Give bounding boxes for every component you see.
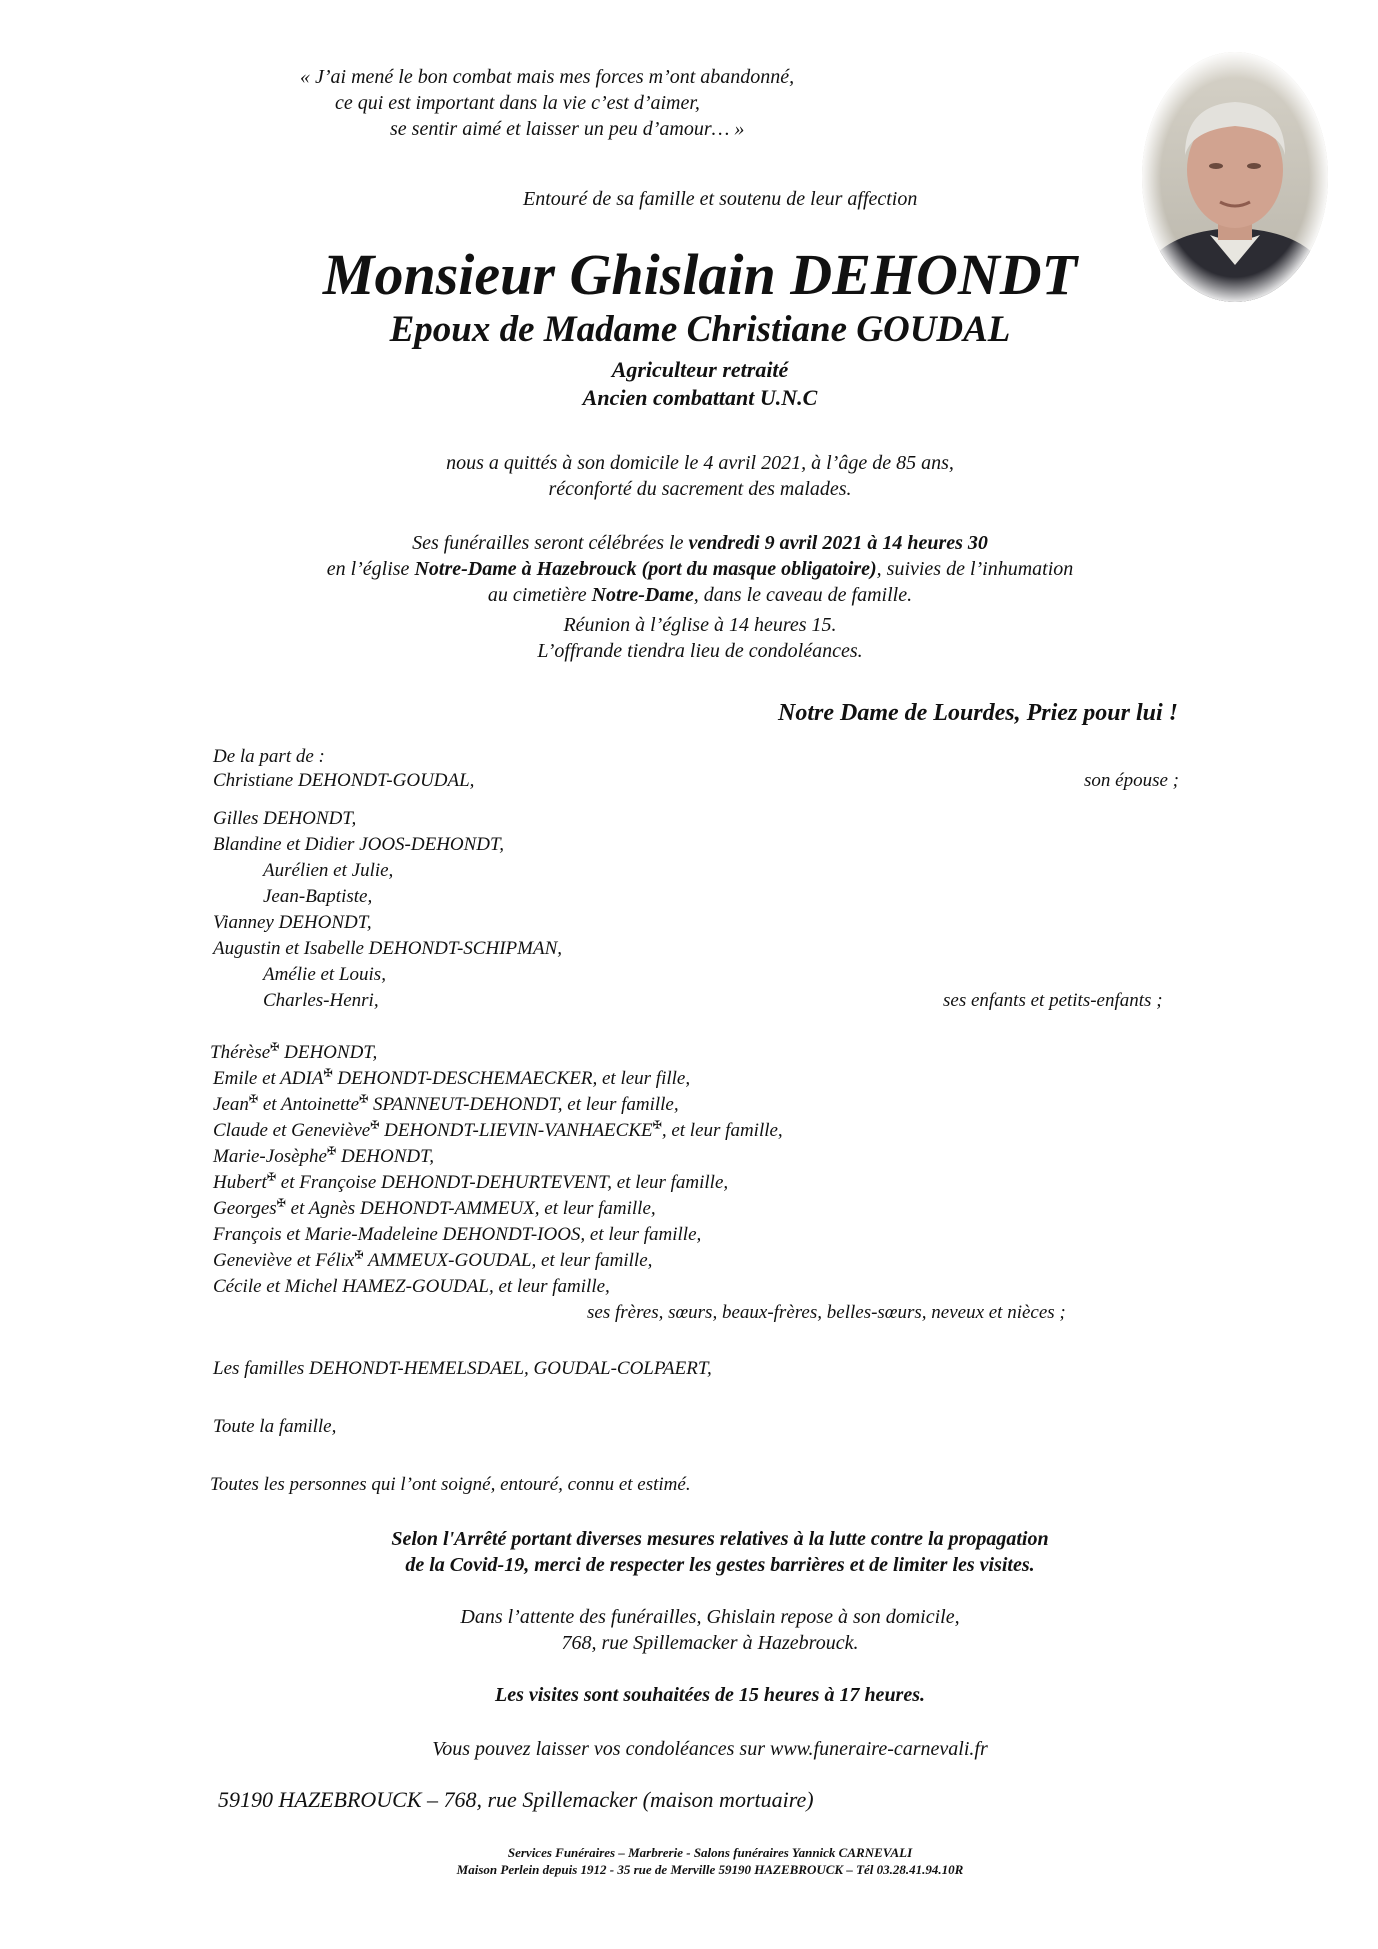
sibling-7-b: et Agnès DEHONDT-AMMEUX, et leur famille,	[285, 1198, 656, 1219]
quote-line-2: ce qui est important dans la vie c’est d’aimer,	[335, 92, 700, 114]
grandchild-1: Aurélien et Julie,	[263, 860, 394, 881]
family-spouse-role: son épouse ;	[1084, 770, 1179, 791]
all-family: Toute la famille,	[213, 1416, 337, 1437]
sibling-4-a: Claude et Geneviève	[213, 1120, 371, 1141]
condolences-line: Vous pouvez laisser vos condoléances sur www.funeraire-carnevali.fr	[432, 1738, 988, 1760]
entoure-text: Entouré de sa famille et soutenu de leur affection	[523, 188, 918, 210]
cross-icon: ✠	[359, 1093, 369, 1106]
death-line-1: nous a quittés à son domicile le 4 avril 2021, à l’âge de 85 ans,	[446, 452, 954, 474]
cross-icon: ✠	[370, 1119, 380, 1132]
sibling-1-a: Thérèse	[210, 1042, 271, 1063]
funeral-cemetery: Notre-Dame	[591, 584, 694, 606]
sibling-6-a: Hubert	[213, 1172, 267, 1193]
sibling-6	[213, 1170, 728, 1196]
sibling-10: Cécile et Michel HAMEZ-GOUDAL, et leur famille,	[213, 1276, 610, 1297]
family-intro: De la part de :	[213, 746, 325, 767]
grandchild-4: Charles-Henri,	[263, 990, 379, 1011]
funeral-date: vendredi 9 avril 2021 à 14 heures 30	[688, 532, 988, 554]
sibling-5-b: DEHONDT,	[336, 1146, 435, 1167]
sibling-3-c: SPANNEUT-DEHONDT, et leur famille,	[368, 1094, 679, 1115]
sibling-4	[213, 1118, 783, 1144]
sibling-9	[213, 1248, 652, 1274]
address-line: 59190 HAZEBROUCK – 768, rue Spillemacker (maison mortuaire)	[218, 1787, 814, 1812]
sibling-9-b: AMMEUX-GOUDAL, et leur famille,	[363, 1250, 653, 1271]
family-spouse-name: Christiane DEHONDT-GOUDAL,	[213, 770, 475, 791]
quote-line-1: « J’ai mené le bon combat mais mes forces m’ont abandonné,	[300, 66, 795, 88]
caregivers: Toutes les personnes qui l’ont soigné, entouré, connu et estimé.	[210, 1474, 691, 1495]
funeral-offrande: L’offrande tiendra lieu de condoléances.	[537, 640, 863, 662]
funeral-line-2	[250, 556, 1150, 582]
cross-icon: ✠	[248, 1093, 259, 1106]
funeral-church: Notre-Dame à Hazebrouck (port du masque obligatoire)	[414, 558, 877, 580]
child-2: Blandine et Didier JOOS-DEHONDT,	[213, 834, 504, 855]
sibling-3-a: Jean	[213, 1094, 249, 1115]
sibling-7-a: Georges	[213, 1198, 277, 1219]
sibling-8: François et Marie-Madeleine DEHONDT-IOOS, et leur famille,	[213, 1224, 702, 1245]
other-families: Les familles DEHONDT-HEMELSDAEL, GOUDAL-COLPAERT,	[213, 1358, 712, 1379]
sibling-2-a: Emile et ADIA	[213, 1068, 324, 1089]
sibling-4-c: , et leur famille,	[661, 1120, 783, 1141]
children-role: ses enfants et petits-enfants ;	[943, 990, 1163, 1011]
cross-icon: ✠	[652, 1119, 662, 1132]
sibling-6-b: et Françoise DEHONDT-DEHURTEVENT, et leur famille,	[276, 1172, 729, 1193]
funeral-line-1	[250, 530, 1150, 556]
grandchild-3: Amélie et Louis,	[263, 964, 386, 985]
sibling-2-b: DEHONDT-DESCHEMAECKER, et leur fille,	[332, 1068, 691, 1089]
sibling-5-a: Marie-Josèphe	[213, 1146, 327, 1167]
sibling-7	[213, 1196, 656, 1222]
spouse-line: Epoux de Madame Christiane GOUDAL	[389, 309, 1011, 350]
sibling-3-b: et Antoinette	[258, 1094, 360, 1115]
footer-line-2: Maison Perlein depuis 1912 - 35 rue de Merville 59190 HAZEBROUCK – Tél 03.28.41.94.10R	[456, 1862, 964, 1877]
funeral-line-2-suffix: , suivies de l’inhumation	[876, 558, 1074, 580]
rest-line-1: Dans l’attente des funérailles, Ghislain repose à son domicile,	[460, 1606, 960, 1628]
funeral-line-2-prefix: en l’église	[326, 558, 415, 580]
child-1: Gilles DEHONDT,	[213, 808, 357, 829]
cross-icon: ✠	[270, 1041, 280, 1054]
funeral-reunion: Réunion à l’église à 14 heures 15.	[563, 614, 837, 636]
child-3: Vianney DEHONDT,	[213, 912, 372, 933]
sibling-4-b: DEHONDT-LIEVIN-VANHAECKE	[379, 1120, 653, 1141]
quote-line-3: se sentir aimé et laisser un peu d’amour… »	[390, 118, 745, 140]
sibling-1	[210, 1040, 377, 1066]
cross-icon: ✠	[326, 1145, 337, 1158]
cross-icon: ✠	[323, 1067, 333, 1080]
siblings-role: ses frères, sœurs, beaux-frères, belles-sœurs, neveux et nièces ;	[587, 1302, 1066, 1323]
cross-icon: ✠	[276, 1197, 286, 1210]
prayer-line: Notre Dame de Lourdes, Priez pour lui !	[778, 700, 1179, 726]
title-combattant: Ancien combattant U.N.C	[582, 385, 818, 410]
covid-line-2: de la Covid-19, merci de respecter les gestes barrières et de limiter les visites.	[405, 1554, 1035, 1576]
funeral-line-1-text: Ses funérailles seront célébrées le	[412, 532, 689, 554]
cross-icon: ✠	[354, 1249, 364, 1262]
sibling-5	[213, 1144, 434, 1170]
sibling-2	[213, 1066, 690, 1092]
grandchild-2: Jean-Baptiste,	[263, 886, 373, 907]
sibling-1-b: DEHONDT,	[279, 1042, 378, 1063]
title-retraite: Agriculteur retraité	[611, 357, 789, 382]
visits-line: Les visites sont souhaitées de 15 heures à 17 heures.	[494, 1684, 926, 1706]
funeral-line-3-prefix: au cimetière	[487, 584, 592, 606]
funeral-line-3	[250, 582, 1150, 608]
death-line-2: réconforté du sacrement des malades.	[548, 478, 852, 500]
child-4: Augustin et Isabelle DEHONDT-SCHIPMAN,	[213, 938, 562, 959]
funeral-line-3-suffix: , dans le caveau de famille.	[693, 584, 913, 606]
cross-icon: ✠	[266, 1171, 277, 1184]
sibling-3	[213, 1092, 679, 1118]
footer-line-1: Services Funéraires – Marbrerie - Salons funéraires Yannick CARNEVALI	[507, 1845, 913, 1860]
sibling-9-a: Geneviève et Félix	[213, 1250, 355, 1271]
deceased-name: Monsieur Ghislain DEHONDT	[322, 242, 1078, 307]
covid-line-1: Selon l'Arrêté portant diverses mesures relatives à la lutte contre la propagation	[391, 1528, 1049, 1550]
rest-line-2: 768, rue Spillemacker à Hazebrouck.	[561, 1632, 859, 1654]
